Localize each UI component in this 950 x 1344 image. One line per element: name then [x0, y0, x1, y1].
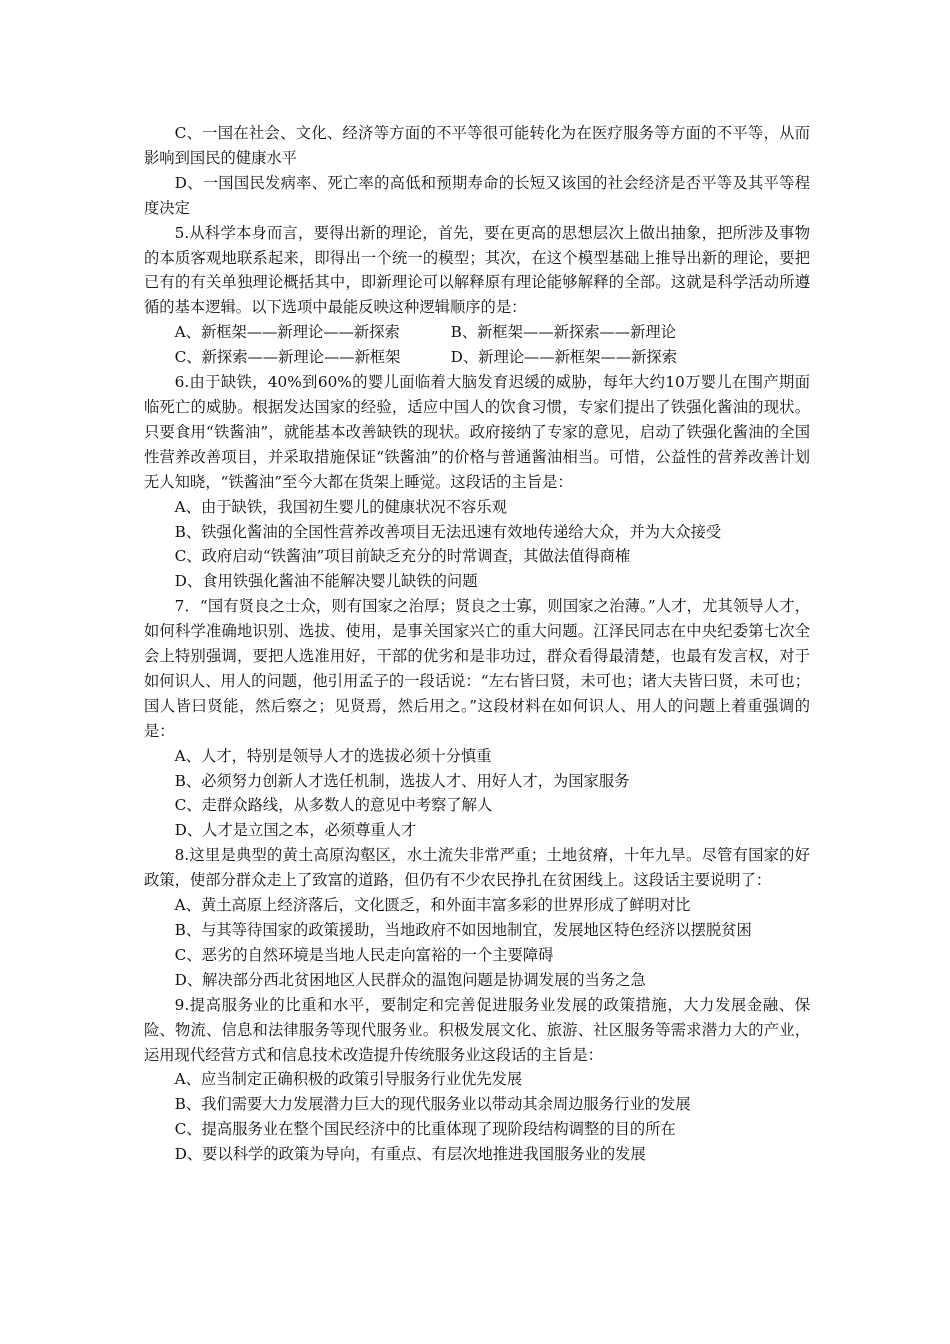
question-5 [144, 221, 810, 370]
question-6 [144, 370, 810, 594]
option-a: A、人才，特别是领导人才的选拔必须十分慎重 [174, 746, 492, 765]
question-stem: 9.提高服务业的比重和水平，要制定和完善促进服务业发展的政策措施，大力发展金融、保险、物流、信息和法律服务等现代服务业。积极发展文化、旅游、社区服务等需求潜力大的产业，运用现代经营方式和信息技术改造提升传统服务业这段话的主旨是： [144, 995, 810, 1064]
option-b: B、我们需要大力发展潜力巨大的现代服务业以带动其余周边服务行业的发展 [174, 1095, 691, 1114]
question-stem: 7．“国有贤良之士众，则有国家之治厚；贤良之士寡，则国家之治薄。”人才，尤其领导人才，如何科学准确地识别、选拔、使用，是事关国家兴亡的重大问题。江泽民同志在中央纪委第七次全会上特别强调，要把人选准用好，干部的优劣和是非功过，群众看得最清楚，也最有发言权，对于如何识人、用人的问题，他引用孟子的一段话说：“左右皆曰贤，未可也；诸大夫皆曰贤，未可也；国人皆曰贤能，然后察之；见贤焉，然后用之。”这段材料在如何识人、用人的问题上着重强调的是： [144, 597, 810, 740]
option-a: A、应当制定正确积极的政策引导服务行业优先发展 [174, 1070, 523, 1089]
option-c: C、新探索——新理论——新框架 [174, 348, 401, 367]
option-c: C、恶劣的自然环境是当地人民走向富裕的一个主要障碍 [174, 945, 554, 964]
option-c: C、提高服务业在整个国民经济中的比重体现了现阶段结构调整的目的所在 [174, 1120, 676, 1139]
question-stem: 8.这里是典型的黄土高原沟壑区，水土流失非常严重；土地贫瘠，十年九旱。尽管有国家的好政策，使部分群众走上了致富的道路，但仍有不少农民挣扎在贫困线上。这段话主要说明了： [144, 846, 810, 890]
option-d: D、新理论——新框架——新探索 [450, 348, 678, 367]
question-7 [144, 594, 810, 843]
option-b: B、必须努力创新人才选任机制，选拔人才、用好人才，为国家服务 [174, 771, 630, 790]
option-row [144, 345, 810, 370]
option-a: A、黄土高原上经济落后，文化匮乏，和外面丰富多彩的世界形成了鲜明对比 [174, 896, 691, 915]
option-d: D、解决部分西北贫困地区人民群众的温饱问题是协调发展的当务之急 [174, 970, 646, 989]
option-b: B、与其等待国家的政策援助，当地政府不如因地制宜，发展地区特色经济以摆脱贫困 [174, 921, 752, 939]
question-stem: 6.由于缺铁，40%到60%的婴儿面临着大脑发育迟缓的威胁，每年大约10万婴儿在围产期面临死亡的威胁。根据发达国家的经验，适应中国人的饮食习惯，专家们提出了铁强化酱油的现状。只要食用“铁酱油”，就能基本改善缺铁的现状。政府接纳了专家的意见，启动了铁强化酱油的全国性营养改善项目，并采取措施保证“铁酱油”的价格与普通酱油相当。可惜，公益性的营养改善计划无人知晓，“铁酱油”至今大都在货架上睡觉。这段话的主旨是： [144, 373, 810, 491]
option-d: D、人才是立国之本，必须尊重人才 [174, 821, 417, 840]
option-a: A、新框架——新理论——新探索 [174, 323, 400, 342]
option-c: C、政府启动“铁酱油”项目前缺乏充分的时常调查，其做法值得商榷 [174, 547, 631, 566]
option-a: A、由于缺铁，我国初生婴儿的健康状况不容乐观 [174, 497, 507, 516]
q4-option-c: C、一国在社会、文化、经济等方面的不平等很可能转化为在医疗服务等方面的不平等，从而影响到国民的健康水平 [144, 124, 810, 167]
q4-option-d: D、一国国民发病率、死亡率的高低和预期寿命的长短又该国的社会经济是否平等及其平等程度决定 [144, 173, 810, 217]
question-stem: 5.从科学本身而言，要得出新的理论，首先，要在更高的思想层次上做出抽象，把所涉及事物的本质客观地联系起来，即得出一个统一的模型；其次，在这个模型基础上推导出新的理论，要把已有的有关单独理论概括其中，即新理论可以解释原有理论能够解释的全部。这就是科学活动所遵循的基本逻辑。以下选项中最能反映这种逻辑顺序的是： [144, 223, 810, 317]
option-b: B、铁强化酱油的全国性营养改善项目无法迅速有效地传递给大众，并为大众接受 [174, 522, 722, 541]
option-d: D、食用铁强化酱油不能解决婴儿缺铁的问题 [174, 572, 478, 591]
option-d: D、要以科学的政策为导向，有重点、有层次地推进我国服务业的发展 [174, 1145, 646, 1164]
question-9 [144, 993, 810, 1167]
option-b: B、新框架——新探索——新理论 [450, 323, 676, 342]
option-c: C、走群众路线，从多数人的意见中考察了解人 [174, 796, 493, 815]
option-row [144, 320, 810, 345]
document-page [144, 121, 810, 1167]
question-8 [144, 843, 810, 992]
